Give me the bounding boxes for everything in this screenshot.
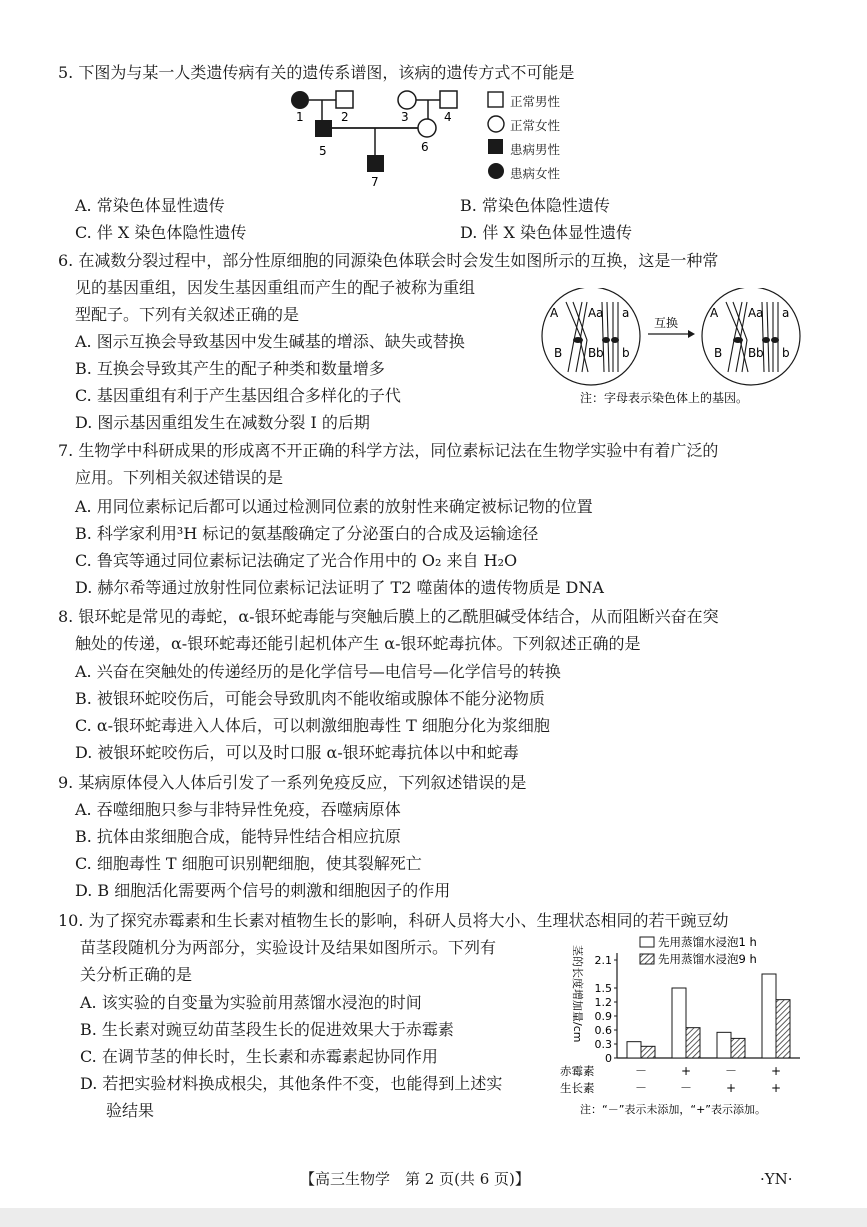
legend-affected-male-icon [488,139,503,154]
q8-stem-line-1: 8. 银环蛇是常见的毒蛇，α-银环蛇毒能与突触后膜上的乙酰胆碱受体结合，从而阻断兴奋在突 [58,607,719,626]
legend-swatch-9h [640,954,654,964]
q7-stem-line-2: 应用。下列相关叙述错误的是 [75,468,284,487]
pedigree-id-1: 1 [296,110,304,124]
bottom-margin-band [0,1208,867,1227]
gene-left-b2: b [622,346,630,360]
q5-option-b: B. 常染色体隐性遗传 [460,196,610,215]
q6-stem-line-1: 6. 在减数分裂过程中，部分性原细胞的同源染色体联会时会发生如图所示的互换，这是一种常 [58,251,719,270]
centromere-right-1 [733,337,743,343]
q5-stem: 5. 下图为与某一人类遗传病有关的遗传系谱图，该病的遗传方式不可能是 [58,63,575,82]
pedigree-normal-male-2 [336,91,353,108]
crossover-figure-note: 注：字母表示染色体上的基因。 [580,391,749,405]
gibberellin-sign: － [634,1064,648,1078]
q5-option-a: A. 常染色体显性遗传 [75,196,225,215]
q7-option-d: D. 赫尔希等通过放射性同位素标记法证明了 T2 噬菌体的遗传物质是 DNA [75,578,604,597]
row-label-gibberellin: 赤霉素 [560,1064,595,1078]
q5-option-d: D. 伴 X 染色体显性遗传 [460,223,632,242]
q7-option-b: B. 科学家利用³H 标记的氨基酸确定了分泌蛋白的合成及运输途径 [75,524,539,543]
q6-option-d: D. 图示基因重组发生在减数分裂 Ⅰ 的后期 [75,413,370,432]
q7-option-c: C. 鲁宾等通过同位素标记法确定了光合作用中的 O₂ 来自 H₂O [75,551,518,570]
pedigree-affected-male-5 [315,120,332,137]
q6-option-a: A. 图示互换会导致基因中发生碱基的增添、缺失或替换 [75,332,465,351]
chart-ylabel: 茎的长度增加量/cm [571,945,584,1043]
q10-stem-line-3: 关分析正确的是 [80,965,193,984]
q8-option-a: A. 兴奋在突触处的传递经历的是化学信号—电信号—化学信号的转换 [75,662,561,681]
legend-affected-female: 患病女性 [510,166,561,181]
gene-right-b1: b [756,346,764,360]
centromere-right-3 [771,337,779,343]
bar-9h-group-4 [776,1000,790,1058]
legend-swatch-1h [640,937,654,947]
q7-stem-line-1: 7. 生物学中科研成果的形成离不开正确的科学方法，同位素标记法在生物学实验中有着广泛的 [58,441,719,460]
y-tick-label: 0.9 [594,1010,612,1023]
pedigree-normal-female-3 [398,91,416,109]
gibberellin-sign: + [680,1064,692,1078]
y-tick-label: 2.1 [594,954,612,967]
pedigree-id-6: 6 [421,140,429,154]
q6-option-b: B. 互换会导致其产生的配子种类和数量增多 [75,359,385,378]
centromere-left-3 [611,337,619,343]
gene-right-A2: A [748,306,757,320]
y-tick-label: 1.5 [594,982,612,995]
q10-stem-line-1: 10. 为了探究赤霉素和生长素对植物生长的影响，科研人员将大小、生理状态相同的若干豌豆幼 [58,911,729,930]
crossover-figure [538,288,808,408]
auxin-sign: － [679,1081,693,1095]
pedigree-affected-female-1 [291,91,309,109]
bar-1h-group-1 [627,1042,641,1058]
gene-right-B2: B [748,346,757,360]
chart-note: 注：“－”表示未添加，“+”表示添加。 [580,1103,767,1116]
q7-option-a: A. 用同位素标记后都可以通过检测同位素的放射性来确定被标记物的位置 [75,497,593,516]
q8-option-d: D. 被银环蛇咬伤后，可以及时口服 α-银环蛇毒抗体以中和蛇毒 [75,743,519,762]
y-tick-label: 1.2 [594,996,612,1009]
q10-option-d-cont: 验结果 [106,1101,155,1120]
cell-after-crossover [702,288,800,385]
row-label-auxin: 生长素 [560,1081,595,1095]
pedigree-id-7: 7 [371,175,379,189]
pedigree-id-3: 3 [401,110,409,124]
bar-chart [560,935,810,1120]
pedigree-id-2: 2 [341,110,349,124]
gene-right-B1: B [714,346,723,360]
q10-option-c: C. 在调节茎的伸长时，生长素和赤霉素起协同作用 [80,1047,438,1066]
auxin-sign: + [770,1081,782,1095]
gene-left-B1: B [554,346,563,360]
bar-1h-group-3 [717,1032,731,1058]
y-tick-label: 0 [605,1052,612,1065]
cell-before-crossover [542,288,640,385]
legend-normal-male-icon [488,92,503,107]
legend-label-1h: 先用蒸馏水浸泡1 h [658,935,757,949]
gene-left-A1: A [550,306,559,320]
auxin-sign: － [634,1081,648,1095]
bar-9h-group-2 [686,1028,700,1058]
bar-9h-group-3 [731,1038,745,1058]
pedigree-affected-male-7 [367,155,384,172]
y-tick-label: 0.6 [594,1024,612,1037]
y-tick-label: 0.3 [594,1038,612,1051]
legend-affected-male: 患病男性 [510,142,561,157]
gibberellin-sign: + [770,1064,782,1078]
q9-option-d: D. B 细胞活化需要两个信号的刺激和细胞因子的作用 [75,881,451,900]
gene-left-B2: B [588,346,597,360]
legend-normal-female: 正常女性 [510,118,561,133]
pedigree-legend-symbols [486,90,506,185]
q9-option-a: A. 吞噬细胞只参与非特异性免疫，吞噬病原体 [75,800,401,819]
pedigree-normal-female-6 [418,119,436,137]
auxin-sign: + [725,1081,737,1095]
bar-9h-group-1 [641,1046,655,1058]
centromere-left-1 [573,337,583,343]
q8-option-b: B. 被银环蛇咬伤后，可能会导致肌肉不能收缩或腺体不能分泌物质 [75,689,545,708]
q8-option-c: C. α-银环蛇毒进入人体后，可以刺激细胞毒性 T 细胞分化为浆细胞 [75,716,550,735]
pedigree-id-5: 5 [319,144,327,158]
q9-option-b: B. 抗体由浆细胞合成，能特异性结合相应抗原 [75,827,401,846]
gene-right-A1: A [710,306,719,320]
pedigree-id-4: 4 [444,110,452,124]
legend-label-9h: 先用蒸馏水浸泡9 h [658,952,757,966]
legend-normal-male: 正常男性 [510,94,561,109]
q6-stem-line-3: 型配子。下列有关叙述正确的是 [75,305,300,324]
q8-stem-line-2: 触处的传递，α-银环蛇毒还能引起机体产生 α-银环蛇毒抗体。下列叙述正确的是 [75,634,641,653]
bar-1h-group-4 [762,974,776,1058]
crossover-arrow-label: 互换 [654,316,679,330]
gibberellin-sign: － [724,1064,738,1078]
q10-option-b: B. 生长素对豌豆幼苗茎段生长的促进效果大于赤霉素 [80,1020,454,1039]
gene-left-a1: a [596,306,604,320]
q10-stem-line-2: 苗茎段随机分为两部分，实验设计及结果如图所示。下列有 [80,938,497,957]
q10-option-a: A. 该实验的自变量为实验前用蒸馏水浸泡的时间 [80,993,422,1012]
centromere-left-2 [602,337,610,343]
pedigree-normal-male-4 [440,91,457,108]
q10-option-d: D. 若把实验材料换成根尖，其他条件不变，也能得到上述实 [80,1074,503,1093]
crossover-arrow-head [688,330,695,338]
footer-code: ·YN· [760,1170,793,1188]
gene-left-A2: A [588,306,597,320]
gene-left-b1: b [596,346,604,360]
centromere-right-2 [762,337,770,343]
gene-right-a1: a [756,306,764,320]
bar-1h-group-2 [672,988,686,1058]
footer-page-info: 【高三生物学 第 2 页(共 6 页)】 [300,1170,530,1188]
gene-right-b2: b [782,346,790,360]
gene-right-a2: a [782,306,790,320]
q9-stem: 9. 某病原体侵入人体后引发了一系列免疫反应，下列叙述错误的是 [58,773,527,792]
q9-option-c: C. 细胞毒性 T 细胞可识别靶细胞，使其裂解死亡 [75,854,422,873]
legend-affected-female-icon [488,163,504,179]
q6-option-c: C. 基因重组有利于产生基因组合多样化的子代 [75,386,401,405]
q5-option-c: C. 伴 X 染色体隐性遗传 [75,223,247,242]
legend-normal-female-icon [488,116,504,132]
gene-left-a2: a [622,306,630,320]
q6-stem-line-2: 见的基因重组，因发生基因重组而产生的配子被称为重组 [75,278,476,297]
